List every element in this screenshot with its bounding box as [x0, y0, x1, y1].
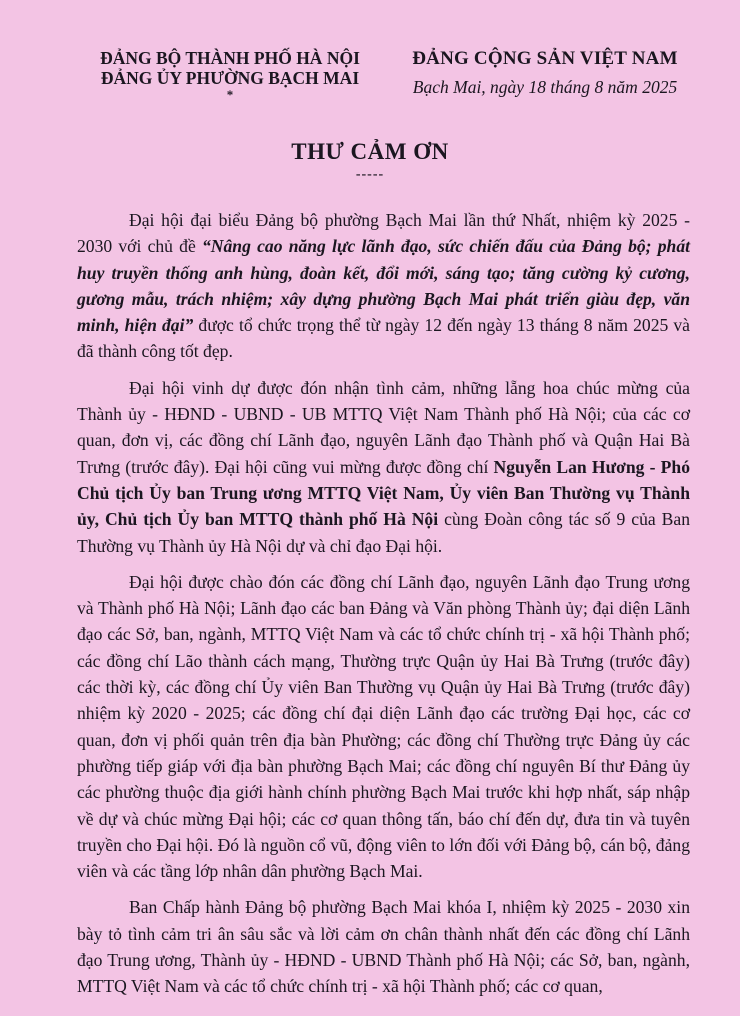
- paragraph-thanks: Ban Chấp hành Đảng bộ phường Bạch Mai khóa I, nhiệm kỳ 2025 - 2030 xin bày tỏ tình cảm tri ân sâu sắc và lời cảm ơn chân thành nhất đến các đồng chí Lãnh đạo Trung ương, Thành ủy - HĐND - UBND Thành phố Hà Nội; các Sở, ban, ngành, MTTQ Việt Nam và các tổ chức chính trị - xã hội Thành phố; các cơ quan,: [77, 897, 690, 997]
- org-line-city-party: ĐẢNG BỘ THÀNH PHỐ HÀ NỘI: [100, 48, 360, 68]
- paragraph-welcomed-guests: Đại hội được chào đón các đồng chí Lãnh đạo, nguyên Lãnh đạo Trung ương và Thành phố Hà Nội; Lãnh đạo các ban Đảng và Văn phòng Thành ủy; đại diện Lãnh đạo các Sở, ban, ngành, MTTQ Việt Nam và các tổ chức chính trị - xã hội Thành phố; các đồng chí Lão thành cách mạng, Thường trực Quận ủy Hai Bà Trưng (trước đây) các thời kỳ, các đồng chí Ủy viên Ban Thường vụ Quận ủy Hai Bà Trưng (trước đây) nhiệm kỳ 2020 - 2025; các đồng chí đại diện Lãnh đạo các trường Đại học, các cơ quan, đơn vị phối quản trên địa bàn Phường; các đồng chí Thường trực Đảng ủy các phường tiếp giáp với địa bàn phường Bạch Mai; các đồng chí nguyên Bí thư Đảng ủy các phường thuộc địa giới hành chính phường Bạch Mai trước khi hợp nhất, sáp nhập về dự và chúc mừng Đại hội; các cơ quan thông tấn, báo chí đến dự, đưa tin và tuyên truyền cho Đại hội. Đó là nguồn cổ vũ, động viên to lớn đối với Đảng bộ, cán bộ, đảng viên và các tầng lớp nhân dân phường Bạch Mai.: [77, 571, 690, 882]
- title-underline: -----: [355, 167, 385, 182]
- document-title: THƯ CẢM ƠN: [291, 139, 449, 164]
- party-name: ĐẢNG CỘNG SẢN VIỆT NAM: [412, 48, 678, 69]
- place-date: Bạch Mai, ngày 18 tháng 8 năm 2025: [412, 77, 678, 97]
- issuing-organization: [80, 48, 380, 102]
- party-header: [395, 48, 695, 98]
- paragraph-congress-theme: [77, 207, 690, 365]
- org-star-mark: *: [226, 87, 234, 102]
- org-line-ward-party: ĐẢNG ỦY PHƯỜNG BẠCH MAI: [100, 68, 360, 88]
- p1-congress-theme: “Nâng cao năng lực lãnh đạo, sức chiến đấu của Đảng bộ; phát huy truyền thống anh hùng, đoàn kết, đổi mới, sáng tạo; tăng cường kỷ cương, gương mẫu, trách nhiệm; xây dựng phường Bạch Mai phát triển giàu đẹp, văn minh, hiện đại”: [77, 236, 690, 336]
- p1-text-c: được tổ chức trọng thể từ ngày 12 đến ngày 13 tháng 8 năm 2025 và đã thành công tốt đẹp.: [77, 315, 690, 362]
- letter-body: [77, 207, 690, 1010]
- p1-text-a: Đại hội đại biểu Đảng bộ phường Bạch Mai lần thứ Nhất, nhiệm kỳ 2025 - 2030 với chủ đề: [77, 210, 690, 257]
- paragraph-congratulations: [77, 375, 690, 559]
- p2-guest-name: Nguyễn Lan Hương - Phó Chủ tịch Ủy ban Trung ương MTTQ Việt Nam, Ủy viên Ban Thường vụ Thành ủy, Chủ tịch Ủy ban MTTQ thành phố Hà Nội: [77, 456, 691, 530]
- p2-text-c: cùng Đoàn công tác số 9 của Ban Thường vụ Thành ủy Hà Nội dự và chỉ đạo Đại hội.: [77, 509, 690, 556]
- p2-text-a: Đại hội vinh dự được đón nhận tình cảm, những lẵng hoa chúc mừng của Thành ủy - HĐND - UBND - UB MTTQ Việt Nam Thành phố Hà Nội; của các cơ quan, đơn vị, các đồng chí Lãnh đạo, nguyên Lãnh đạo Thành phố và Quận Hai Bà Trưng (trước đây). Đại hội cũng vui mừng được đồng chí: [77, 377, 690, 477]
